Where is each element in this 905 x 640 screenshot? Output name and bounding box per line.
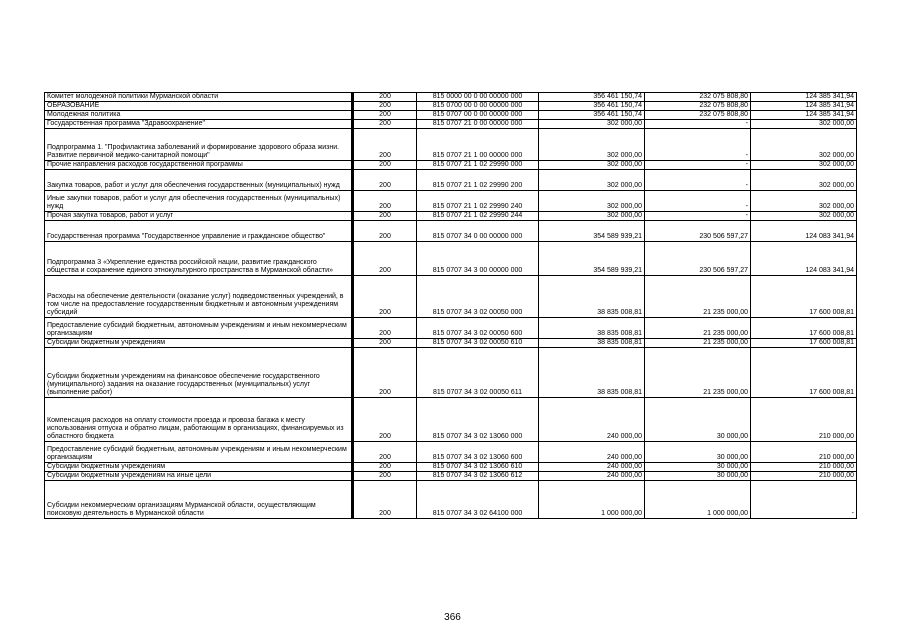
row-kbk-code: 815 0700 00 0 00 00000 000 (417, 102, 539, 111)
row-kbk-code: 815 0707 34 3 00 00000 000 (417, 242, 539, 276)
row-value-3: 17 600 008,81 (751, 339, 857, 348)
row-value-total: 302 000,00 (539, 161, 645, 170)
row-value-2: 30 000,00 (645, 472, 751, 481)
row-value-total: 356 461 150,74 (539, 93, 645, 102)
table-row (45, 170, 857, 191)
row-value-total: 240 000,00 (539, 398, 645, 442)
row-value-2: 21 235 000,00 (645, 339, 751, 348)
row-value-3: 17 600 008,81 (751, 318, 857, 339)
table-row (45, 398, 857, 442)
row-value-2: 30 000,00 (645, 442, 751, 463)
row-value-total: 302 000,00 (539, 170, 645, 191)
row-value-total: 38 835 008,81 (539, 276, 645, 318)
table-row (45, 120, 857, 129)
row-code: 200 (353, 212, 417, 221)
row-code: 200 (353, 102, 417, 111)
row-kbk-code: 815 0707 21 1 02 29990 000 (417, 161, 539, 170)
table-row (45, 191, 857, 212)
row-kbk-code: 815 0707 34 3 02 00050 611 (417, 348, 539, 398)
row-value-2: - (645, 191, 751, 212)
row-value-2: 232 075 808,80 (645, 93, 751, 102)
row-name: Молодежная политика (45, 111, 353, 120)
row-code: 200 (353, 129, 417, 161)
row-kbk-code: 815 0707 00 0 00 00000 000 (417, 111, 539, 120)
row-value-3: 17 600 008,81 (751, 348, 857, 398)
row-name: Субсидии бюджетным учреждениям на финансовое обеспечение государственного (муниципального) задания на оказание государственных (муниципальных) услуг (выполнение работ) (45, 348, 353, 398)
table-row (45, 463, 857, 472)
row-value-2: - (645, 161, 751, 170)
row-name: Закупка товаров, работ и услуг для обеспечения государственных (муниципальных) нужд (45, 170, 353, 191)
table-row (45, 242, 857, 276)
row-value-3: 302 000,00 (751, 191, 857, 212)
row-value-total: 302 000,00 (539, 212, 645, 221)
table-row (45, 276, 857, 318)
row-value-3: 302 000,00 (751, 170, 857, 191)
table-row (45, 318, 857, 339)
row-name: Компенсация расходов на оплату стоимости проезда и провоза багажа к месту использования отпуска и обратно лицам, работающим в организациях, финансируемых из областного бюджета (45, 398, 353, 442)
row-value-total: 240 000,00 (539, 472, 645, 481)
row-value-2: 30 000,00 (645, 398, 751, 442)
table-row (45, 161, 857, 170)
row-name: Подпрограмма 3 «Укрепление единства российской нации, развитие гражданского общества и сохранение единого этнокультурного пространства в Мурманской области» (45, 242, 353, 276)
row-value-2: 1 000 000,00 (645, 481, 751, 519)
budget-table-body (45, 93, 857, 519)
row-code: 200 (353, 170, 417, 191)
row-code: 200 (353, 242, 417, 276)
row-value-total: 302 000,00 (539, 191, 645, 212)
table-row (45, 93, 857, 102)
row-value-3: 302 000,00 (751, 212, 857, 221)
row-value-2: 21 235 000,00 (645, 318, 751, 339)
row-name: Субсидии бюджетным учреждениям (45, 463, 353, 472)
row-code: 200 (353, 111, 417, 120)
row-code: 200 (353, 161, 417, 170)
row-value-total: 356 461 150,74 (539, 111, 645, 120)
table-row (45, 129, 857, 161)
row-value-3: 302 000,00 (751, 129, 857, 161)
row-kbk-code: 815 0707 34 3 02 13060 610 (417, 463, 539, 472)
row-value-2: - (645, 120, 751, 129)
row-name: Прочие направления расходов государственной программы (45, 161, 353, 170)
row-code: 200 (353, 318, 417, 339)
row-value-3: - (751, 481, 857, 519)
row-value-3: 124 083 341,94 (751, 221, 857, 242)
row-kbk-code: 815 0707 21 1 02 29990 244 (417, 212, 539, 221)
row-value-total: 1 000 000,00 (539, 481, 645, 519)
row-code: 200 (353, 463, 417, 472)
row-name: Предоставление субсидий бюджетным, автономным учреждениям и иным некоммерческим организациям (45, 318, 353, 339)
row-code: 200 (353, 348, 417, 398)
table-row (45, 442, 857, 463)
row-code: 200 (353, 276, 417, 318)
row-value-3: 210 000,00 (751, 472, 857, 481)
row-kbk-code: 815 0707 21 1 02 29990 200 (417, 170, 539, 191)
table-row (45, 212, 857, 221)
row-value-total: 354 589 939,21 (539, 221, 645, 242)
row-value-2: 230 506 597,27 (645, 242, 751, 276)
row-name: Подпрограмма 1. "Профилактика заболеваний и формирование здорового образа жизни. Развитие первичной медико-санитарной помощи" (45, 129, 353, 161)
row-value-total: 302 000,00 (539, 129, 645, 161)
row-kbk-code: 815 0707 34 3 02 00050 610 (417, 339, 539, 348)
row-name: Иные закупки товаров, работ и услуг для обеспечения государственных (муниципальных) нужд (45, 191, 353, 212)
row-name: Субсидии бюджетным учреждениям на иные цели (45, 472, 353, 481)
row-name: ОБРАЗОВАНИЕ (45, 102, 353, 111)
row-code: 200 (353, 221, 417, 242)
row-name: Расходы на обеспечение деятельности (оказание услуг) подведомственных учреждений, в том числе на предоставление государственным бюджетным и автономным учреждениям субсидий (45, 276, 353, 318)
row-value-3: 124 385 341,94 (751, 111, 857, 120)
row-name: Прочая закупка товаров, работ и услуг (45, 212, 353, 221)
row-value-3: 302 000,00 (751, 161, 857, 170)
row-value-3: 210 000,00 (751, 463, 857, 472)
row-value-3: 124 385 341,94 (751, 102, 857, 111)
row-value-total: 38 835 008,81 (539, 318, 645, 339)
row-kbk-code: 815 0707 34 3 02 13060 612 (417, 472, 539, 481)
row-value-3: 17 600 008,81 (751, 276, 857, 318)
row-code: 200 (353, 442, 417, 463)
row-name: Предоставление субсидий бюджетным, автономным учреждениям и иным некоммерческим организациям (45, 442, 353, 463)
row-kbk-code: 815 0707 34 0 00 00000 000 (417, 221, 539, 242)
row-kbk-code: 815 0707 34 3 02 00050 600 (417, 318, 539, 339)
budget-table (44, 92, 857, 519)
row-value-total: 38 835 008,81 (539, 348, 645, 398)
page-number: 366 (444, 612, 461, 623)
row-kbk-code: 815 0000 00 0 00 00000 000 (417, 93, 539, 102)
row-value-total: 38 835 008,81 (539, 339, 645, 348)
row-name: Государственная программа "Государственное управление и гражданское общество" (45, 221, 353, 242)
row-value-3: 124 083 341,94 (751, 242, 857, 276)
row-value-3: 210 000,00 (751, 442, 857, 463)
row-value-2: - (645, 129, 751, 161)
row-value-3: 210 000,00 (751, 398, 857, 442)
row-name: Государственная программа "Здравоохранение" (45, 120, 353, 129)
table-row (45, 111, 857, 120)
row-value-2: 232 075 808,80 (645, 102, 751, 111)
table-row (45, 102, 857, 111)
table-row (45, 348, 857, 398)
row-kbk-code: 815 0707 21 0 00 00000 000 (417, 120, 539, 129)
row-name: Комитет молодежной политики Мурманской области (45, 93, 353, 102)
row-value-2: 230 506 597,27 (645, 221, 751, 242)
row-code: 200 (353, 93, 417, 102)
row-kbk-code: 815 0707 21 1 00 00000 000 (417, 129, 539, 161)
row-kbk-code: 815 0707 34 3 02 13060 600 (417, 442, 539, 463)
row-code: 200 (353, 481, 417, 519)
row-value-total: 240 000,00 (539, 463, 645, 472)
row-code: 200 (353, 120, 417, 129)
row-kbk-code: 815 0707 34 3 02 64100 000 (417, 481, 539, 519)
row-kbk-code: 815 0707 34 3 02 13060 000 (417, 398, 539, 442)
table-row (45, 339, 857, 348)
row-name: Субсидии бюджетным учреждениям (45, 339, 353, 348)
row-kbk-code: 815 0707 34 3 02 00050 000 (417, 276, 539, 318)
row-code: 200 (353, 398, 417, 442)
row-value-2: 21 235 000,00 (645, 348, 751, 398)
row-code: 200 (353, 472, 417, 481)
row-code: 200 (353, 191, 417, 212)
row-kbk-code: 815 0707 21 1 02 29990 240 (417, 191, 539, 212)
row-value-total: 240 000,00 (539, 442, 645, 463)
row-code: 200 (353, 339, 417, 348)
row-name: Субсидии некоммерческим организациям Мурманской области, осуществляющим поисковую деятельность в Мурманской области (45, 481, 353, 519)
row-value-2: - (645, 212, 751, 221)
table-row (45, 481, 857, 519)
row-value-total: 302 000,00 (539, 120, 645, 129)
row-value-2: 21 235 000,00 (645, 276, 751, 318)
row-value-3: 124 385 341,94 (751, 93, 857, 102)
row-value-3: 302 000,00 (751, 120, 857, 129)
table-row (45, 472, 857, 481)
row-value-2: - (645, 170, 751, 191)
table-row (45, 221, 857, 242)
row-value-2: 232 075 808,80 (645, 111, 751, 120)
row-value-2: 30 000,00 (645, 463, 751, 472)
row-value-total: 356 461 150,74 (539, 102, 645, 111)
row-value-total: 354 589 939,21 (539, 242, 645, 276)
